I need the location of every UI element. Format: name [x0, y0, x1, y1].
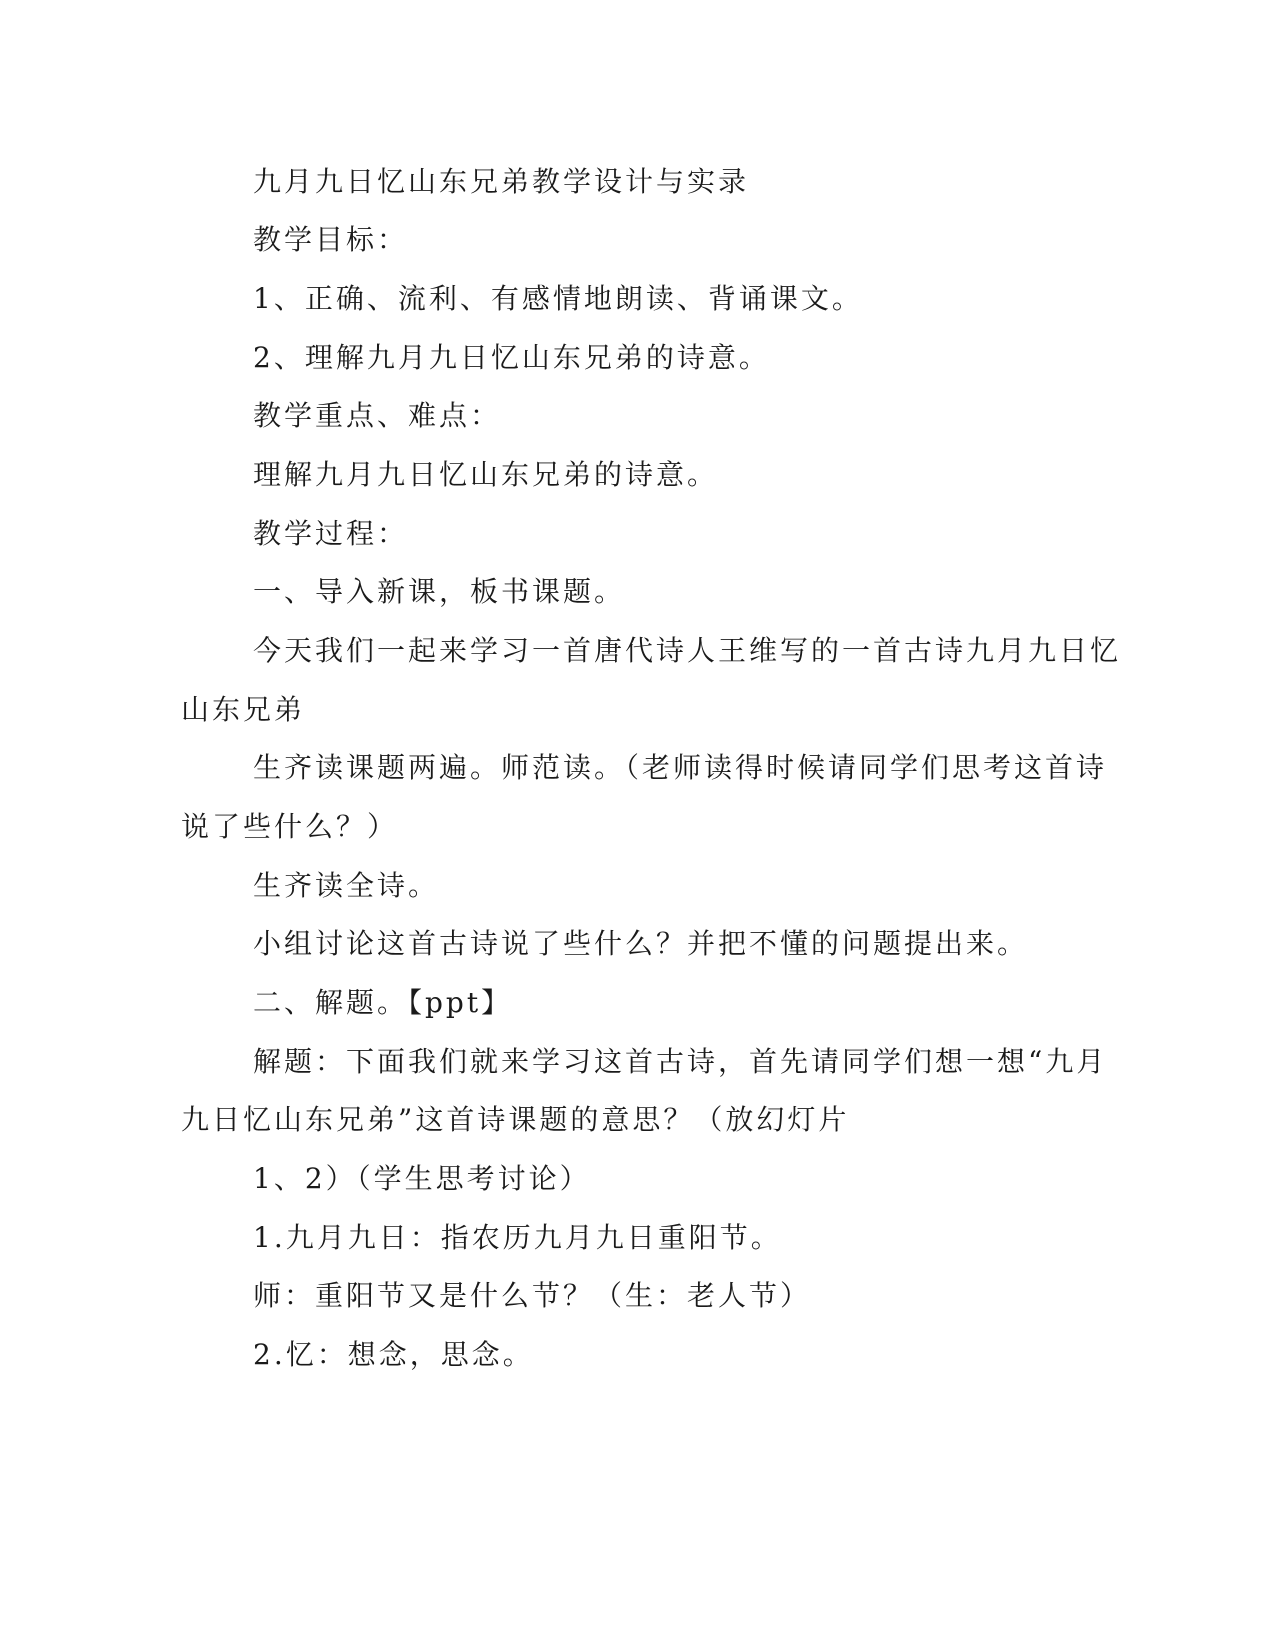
paragraph-line: 生齐读全诗。 [253, 869, 440, 902]
paragraph-line: 说了些什么？） [181, 810, 399, 843]
paragraph-line: 生齐读课题两遍。师范读。（老师读得时候请同学们思考这首诗 [253, 751, 1108, 784]
process-step-2-heading: 二、解题。【ppt】 [253, 986, 513, 1019]
process-step-1-heading: 一、导入新课，板书课题。 [253, 575, 626, 608]
paragraph-line: 解题：下面我们就来学习这首古诗，首先请同学们想一想“九月 [253, 1045, 1108, 1078]
paragraph-line: 小组讨论这首古诗说了些什么？并把不懂的问题提出来。 [253, 927, 1029, 960]
paragraph-line: 师：重阳节又是什么节？（生：老人节） [253, 1279, 812, 1312]
section-heading-key-points: 教学重点、难点： [253, 399, 502, 432]
objective-item-2: 2、理解九月九日忆山东兄弟的诗意。 [253, 341, 770, 374]
paragraph-line: 2.忆：想念，思念。 [253, 1338, 534, 1371]
key-points-text: 理解九月九日忆山东兄弟的诗意。 [253, 458, 719, 491]
paragraph-line: 山东兄弟 [181, 693, 306, 726]
paragraph-line: 1.九月九日：指农历九月九日重阳节。 [253, 1221, 782, 1254]
paragraph-line: 1、2）（学生思考讨论） [253, 1162, 591, 1195]
section-heading-objectives: 教学目标： [253, 223, 409, 256]
paragraph-line: 今天我们一起来学习一首唐代诗人王维写的一首古诗九月九日忆 [253, 634, 1122, 667]
paragraph-line: 九日忆山东兄弟”这首诗课题的意思？（放幻灯片 [181, 1103, 850, 1136]
objective-item-1: 1、正确、流利、有感情地朗读、背诵课文。 [253, 282, 863, 315]
section-heading-process: 教学过程： [253, 517, 409, 550]
document-title: 九月九日忆山东兄弟教学设计与实录 [253, 165, 750, 198]
